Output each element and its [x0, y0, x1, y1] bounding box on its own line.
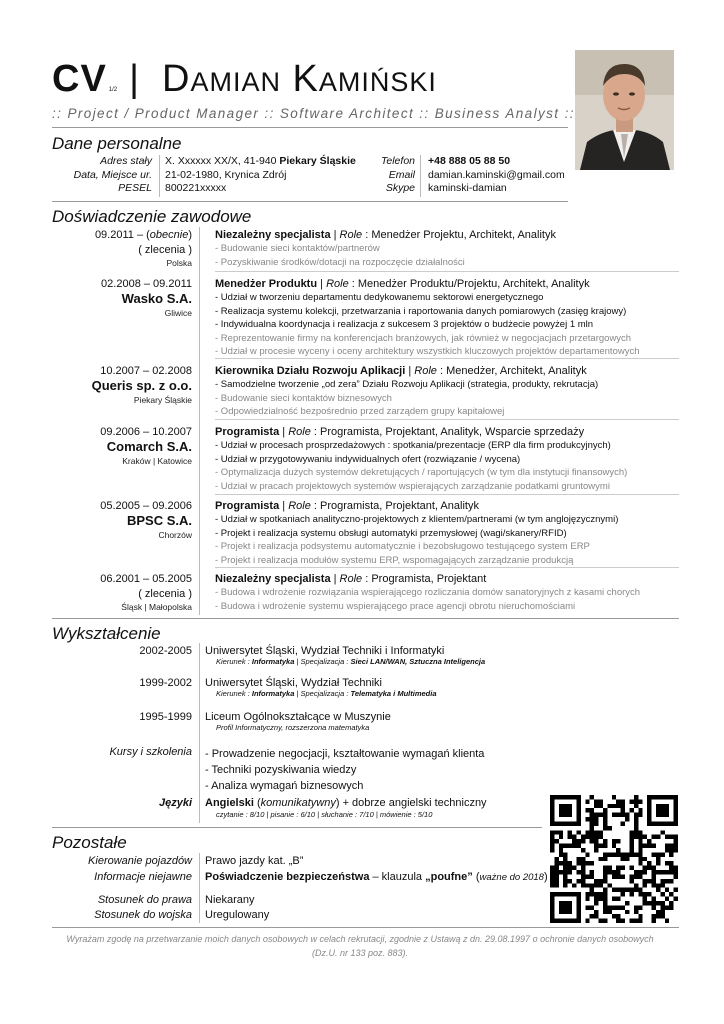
value-phone: +48 888 05 88 50: [428, 155, 511, 167]
label-birth: Data, Miejsce ur.: [73, 168, 152, 181]
languages-label: Języki: [158, 797, 192, 809]
job-bullet: - Projekt i realizacja podsystemu automatycznie i bezobsługowo testującego system ERP: [215, 541, 590, 553]
job-bullet: - Indywidualna koordynacja i realizacja z sukcesem 3 projektów o budżecie powyżej 1 mln: [215, 319, 594, 331]
job-bullet: - Samodzielne tworzenie „od zera” Działu Rozwoju Aplikacji (strategia, produkty, rekrutacja): [215, 379, 599, 390]
education-years: 1999-2002: [139, 677, 192, 689]
other-label-military: Stosunek do wojska: [94, 909, 192, 921]
job-meta: [52, 364, 192, 407]
job-bullet: - Udział w pracach projektowych systemów wspierających zarządzanie podatkami gruntowymi: [215, 480, 610, 492]
job-bullet: - Pozyskiwanie środków/dotacji na rozpoczęcie działalności: [215, 256, 465, 268]
job-separator: [215, 494, 679, 495]
education-details: Kierunek : Informatyka | Specjalizacja : Sieci LAN/WAN, Sztuczna Inteligencja: [216, 657, 486, 666]
education-divider: [199, 643, 200, 823]
job-details: [215, 277, 640, 359]
other-value-law: Niekarany: [205, 894, 255, 906]
job-location: Kraków | Katowice: [122, 456, 192, 466]
job-date: 09.2011 – (obecnie): [94, 229, 192, 241]
subtitle-roles: :: Project / Product Manager :: Software Architect :: Business Analyst ::: [52, 106, 575, 121]
course-item: - Analiza wymagań biznesowych: [205, 780, 364, 792]
job-bullet: - Udział w procesach prosprzedażowych : spotkania/prezentacje (ERP dla firm produkcyjnych): [215, 440, 611, 451]
job-details: [215, 364, 598, 419]
education-details: Kierunek : Informatyka | Specjalizacja : Telematyka i Multimedia: [216, 689, 437, 698]
job-bullet: - Udział w procesie wyceny i oceny architektury wszystkich kluczowych projektów departamentowych: [215, 346, 640, 358]
job-company: ( zlecenia ): [138, 244, 192, 256]
job-date: 05.2005 – 09.2006: [100, 500, 192, 512]
value-address: X. Xxxxxx XX/X, 41-940 Piekary Śląskie: [165, 155, 356, 167]
job-date: 02.2008 – 09.2011: [101, 278, 192, 290]
label-skype: Skype: [385, 182, 415, 194]
job-bullet: - Odpowiedzialność bezpośrednio przed zarządem grupy kapitałowej: [215, 406, 505, 418]
job-bullet: - Optymalizacja dużych systemów dekretujących / raportujących (w tym dla instytucji finansowych): [215, 467, 628, 479]
section-title-experience: Doświadczenie zawodowe: [52, 207, 252, 226]
label-phone: Telefon: [380, 155, 415, 167]
job-date: 10.2007 – 02.2008: [100, 365, 192, 377]
job-bullet: - Budowanie sieci kontaktów biznesowych: [215, 392, 392, 404]
value-address-city: Piekary Śląskie: [279, 155, 356, 167]
experience-divider: [199, 227, 200, 615]
job-separator: [215, 271, 679, 272]
personal-labels-right: [340, 155, 415, 196]
job-location: Polska: [166, 258, 192, 268]
job-position: Programista | Role : Programista, Projektant, Analityk: [215, 500, 479, 512]
cv-title: [52, 58, 437, 101]
job-bullet: - Projekt i realizacja systemu obsługi automatyki przemysłowej (wagi/skanery/RFID): [215, 527, 567, 539]
job-separator: [215, 419, 679, 420]
education-bottom-rule: [52, 827, 542, 828]
job-separator: [215, 567, 679, 568]
other-label-clearance: Informacje niejawne: [94, 871, 192, 883]
other-label-driving: Kierowanie pojazdów: [88, 855, 192, 867]
job-details: [215, 499, 618, 567]
job-meta: [52, 499, 192, 542]
other-value-clearance: Poświadczenie bezpieczeństwa – klauzula „poufne” (ważne do 2018): [205, 871, 548, 883]
job-location: Śląsk | Małopolska: [121, 602, 192, 612]
job-position: Niezależny specjalista | Role : Programista, Projektant: [215, 573, 487, 585]
job-details: [215, 425, 627, 493]
section-title-personal: Dane personalne: [52, 134, 182, 153]
cv-page-count: 1/2: [108, 87, 118, 93]
personal-labels-left: [52, 155, 152, 196]
header-divider: [52, 127, 568, 128]
language-main: Angielski (komunikatywny) + dobrze angielski techniczny: [205, 797, 487, 809]
job-bullet: - Reprezentowanie firmy na konferencjach branżowych, jak również w negocjacjach przetargowych: [215, 332, 632, 344]
job-details: [215, 572, 640, 613]
education-details: Profil Informatyczny, rozszerzona matematyka: [216, 723, 370, 732]
education-school: Uniwersytet Śląski, Wydział Techniki i Informatyki: [205, 645, 445, 657]
value-skype: kaminski-damian: [428, 182, 507, 194]
qr-code: [550, 795, 678, 923]
job-bullet: - Udział w przygotowywaniu indywidualnych ofert (rozwiązanie / wycena): [215, 453, 521, 465]
education-entry: [205, 711, 391, 732]
consent-clause: Wyrażam zgodę na przetwarzanie moich danych osobowych w celach rekrutacji, zgodnie z Ustawą z dn. 29.08.1997 o ochronie danych osobowych (Dz.U. nr 133 poz. 883).: [66, 934, 654, 958]
job-meta: [52, 572, 192, 614]
other-divider: [199, 853, 200, 923]
job-company: Wasko S.A.: [121, 291, 192, 306]
personal-divider-right: [420, 155, 421, 197]
job-company: ( zlecenia ): [138, 588, 192, 600]
job-date: 09.2006 – 10.2007: [100, 426, 192, 438]
personal-values-left: [165, 155, 356, 196]
job-position: Menedżer Produktu | Role : Menedżer Produktu/Projektu, Architekt, Analityk: [215, 278, 590, 290]
job-details: [215, 228, 556, 269]
job-bullet: - Budowa i wdrożenie rozwiązania wspierającego rozliczania domów sanatoryjnych z kasami chorych: [215, 587, 641, 598]
other-label-law: Stosunek do prawa: [97, 894, 192, 906]
languages-entry: [205, 797, 487, 819]
experience-bottom-rule: [52, 618, 679, 619]
education-entry: [205, 645, 485, 666]
job-location: Piekary Śląskie: [133, 395, 192, 405]
course-item: - Techniki pozyskiwania wiedzy: [205, 764, 357, 776]
courses-label: Kursy i szkolenia: [109, 746, 192, 758]
section-title-education: Wykształcenie: [52, 624, 161, 643]
label-pesel: PESEL: [118, 182, 152, 194]
job-position: Niezależny specjalista | Role : Menedżer Projektu, Architekt, Analityk: [215, 229, 556, 241]
cv-label: CV: [52, 58, 107, 100]
personal-bottom-rule: [52, 201, 568, 202]
job-location: Chorzów: [158, 530, 192, 540]
section-title-other: Pozostałe: [52, 833, 127, 852]
education-years: 2002-2005: [139, 645, 192, 657]
job-date: 06.2001 – 05.2005: [100, 573, 192, 585]
course-item: - Prowadzenie negocjacji, kształtowanie wymagań klienta: [205, 748, 485, 760]
label-address: Adres stały: [100, 155, 152, 167]
job-separator: [215, 358, 679, 359]
education-years: 1995-1999: [139, 711, 192, 723]
education-school: Liceum Ogólnokształcące w Muszynie: [205, 711, 391, 723]
value-birth: 21-02-1980, Krynica Zdrój: [165, 168, 287, 181]
courses-list: [205, 746, 484, 794]
job-bullet: - Budowanie sieci kontaktów/partnerów: [215, 243, 380, 254]
personal-divider-left: [159, 155, 160, 197]
job-company: Queris sp. z o.o.: [91, 378, 192, 393]
candidate-name: Damian Kamiński: [162, 58, 437, 100]
job-bullet: - Projekt i realizacja modułów systemu ERP, wspomagających zarządzanie produkcją: [215, 554, 574, 566]
job-bullet: - Realizacja systemu kolekcji, przetwarzania i raportowania danych pomiarowych (zasięg krajowy): [215, 305, 627, 317]
job-position: Programista | Role : Programista, Projektant, Analityk, Wsparcie sprzedaży: [215, 426, 585, 438]
job-company: BPSC S.A.: [126, 513, 192, 528]
job-company: Comarch S.A.: [106, 439, 192, 454]
education-entry: [205, 677, 437, 698]
profile-photo: [575, 50, 674, 170]
title-separator: |: [129, 58, 141, 100]
personal-values-right: [428, 155, 565, 196]
education-school: Uniwersytet Śląski, Wydział Techniki: [205, 677, 382, 689]
job-bullet: - Udział w spotkaniach analityczno-projektowych z klientem/partnerami (w tym anglojęzycznymi): [215, 514, 619, 525]
value-pesel: 800221xxxxx: [165, 182, 227, 194]
job-meta: [52, 277, 192, 320]
other-value-military: Uregulowany: [205, 909, 270, 921]
job-bullet: - Budowa i wdrożenie systemu wspierającego prace agencji obrotu nieruchomościami: [215, 600, 576, 612]
language-skills: czytanie : 8/10 | pisanie : 6/10 | słuchanie : 7/10 | mówienie : 5/10: [216, 810, 433, 819]
label-email: Email: [388, 168, 415, 181]
job-location: Gliwice: [164, 308, 192, 318]
job-position: Kierownika Działu Rozwoju Aplikacji | Role : Menedżer, Architekt, Analityk: [215, 365, 587, 377]
footer-rule: [52, 927, 679, 928]
other-value-driving: Prawo jazdy kat. „B”: [205, 855, 304, 867]
value-email[interactable]: damian.kaminski@gmail.com: [428, 168, 565, 181]
job-bullet: - Udział w tworzeniu departamentu dedykowanemu sektorowi energetycznego: [215, 292, 544, 303]
job-meta: [52, 228, 192, 270]
job-meta: [52, 425, 192, 468]
